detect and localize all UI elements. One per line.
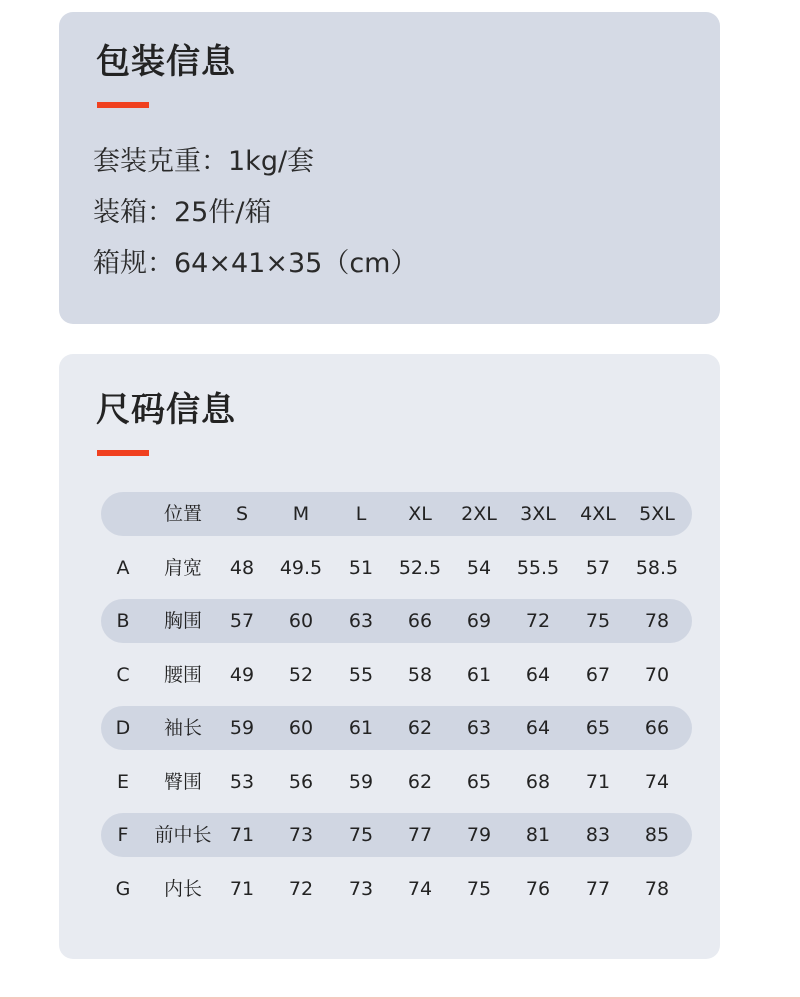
measurement-cell: 48	[229, 556, 255, 579]
measurement-cell: 58.5	[635, 556, 679, 579]
measurement-cell: 53	[229, 770, 255, 793]
header-cell: L	[355, 503, 367, 525]
measurement-cell: 78	[644, 877, 670, 900]
measurement-cell: 55.5	[516, 556, 560, 579]
measurement-cell: 60	[288, 610, 314, 632]
measurement-cell: 72	[525, 610, 551, 632]
measurement-cell: 49	[229, 663, 255, 686]
measurement-cell: 71	[229, 824, 255, 846]
row-position-cell: 腰围	[163, 663, 203, 686]
measurement-cell: 71	[585, 770, 611, 793]
measurement-cell: 51	[348, 556, 374, 579]
measurement-cell: 56	[288, 770, 314, 793]
measurement-cell: 52.5	[398, 556, 442, 579]
row-position-cell: 内长	[163, 877, 203, 900]
measurement-cell: 79	[466, 824, 492, 846]
measurement-cell: 57	[585, 556, 611, 579]
header-cell: M	[292, 503, 310, 525]
measurement-cell: 66	[407, 610, 433, 632]
measurement-cell: 62	[407, 717, 433, 739]
measurement-cell: 66	[644, 717, 670, 739]
table-row	[101, 813, 692, 857]
measurement-cell: 52	[288, 663, 314, 686]
measurement-cell: 75	[348, 824, 374, 846]
row-code-cell: E	[116, 770, 130, 793]
measurement-cell: 64	[525, 717, 551, 739]
measurement-cell: 74	[644, 770, 670, 793]
measurement-cell: 85	[644, 824, 670, 846]
box-dimensions-text: 箱规：64×41×35（cm）	[93, 248, 418, 279]
measurement-cell: 61	[348, 717, 374, 739]
table-row	[101, 653, 692, 697]
measurement-cell: 77	[585, 877, 611, 900]
row-position-cell: 前中长	[154, 824, 212, 846]
measurement-cell: 70	[644, 663, 670, 686]
measurement-cell: 75	[585, 610, 611, 632]
header-cell: 3XL	[520, 503, 556, 525]
header-cell: 位置	[163, 503, 203, 525]
measurement-cell: 54	[466, 556, 492, 579]
measurement-cell: 64	[525, 663, 551, 686]
row-position-cell: 肩宽	[163, 556, 203, 579]
title-accent-bar	[97, 102, 149, 108]
measurement-cell: 81	[525, 824, 551, 846]
measurement-cell: 69	[466, 610, 492, 632]
header-cell: 5XL	[639, 503, 675, 525]
box-quantity-text: 装箱：25件/箱	[93, 197, 272, 228]
table-row	[101, 599, 692, 643]
size-table	[101, 492, 692, 920]
row-code-cell: G	[115, 877, 131, 900]
packaging-info-card	[59, 12, 720, 324]
measurement-cell: 73	[348, 877, 374, 900]
row-position-cell: 袖长	[163, 717, 203, 739]
row-code-cell: F	[117, 824, 129, 846]
title-accent-bar	[97, 450, 149, 456]
measurement-cell: 72	[288, 877, 314, 900]
measurement-cell: 57	[229, 610, 255, 632]
measurement-cell: 77	[407, 824, 433, 846]
measurement-cell: 65	[466, 770, 492, 793]
measurement-cell: 60	[288, 717, 314, 739]
size-info-card	[59, 354, 720, 959]
header-cell: 4XL	[580, 503, 616, 525]
measurement-cell: 61	[466, 663, 492, 686]
row-position-cell: 胸围	[163, 610, 203, 632]
header-cell: S	[235, 503, 249, 525]
measurement-cell: 62	[407, 770, 433, 793]
measurement-cell: 76	[525, 877, 551, 900]
header-cell: 2XL	[461, 503, 497, 525]
table-row	[101, 706, 692, 750]
measurement-cell: 71	[229, 877, 255, 900]
row-code-cell: C	[116, 663, 130, 686]
row-code-cell: D	[115, 717, 131, 739]
measurement-cell: 65	[585, 717, 611, 739]
measurement-cell: 58	[407, 663, 433, 686]
measurement-cell: 59	[348, 770, 374, 793]
header-cell: XL	[408, 503, 432, 525]
measurement-cell: 78	[644, 610, 670, 632]
table-row	[101, 867, 692, 911]
measurement-cell: 49.5	[279, 556, 323, 579]
measurement-cell: 68	[525, 770, 551, 793]
measurement-cell: 74	[407, 877, 433, 900]
packaging-info-title: 包装信息	[96, 42, 236, 82]
measurement-cell: 59	[229, 717, 255, 739]
size-info-title: 尺码信息	[96, 390, 236, 430]
row-code-cell: A	[116, 556, 130, 579]
row-position-cell: 臀围	[163, 770, 203, 793]
table-row	[101, 546, 692, 590]
measurement-cell: 73	[288, 824, 314, 846]
table-header-row	[101, 492, 692, 536]
row-code-cell: B	[116, 610, 130, 632]
measurement-cell: 67	[585, 663, 611, 686]
measurement-cell: 55	[348, 663, 374, 686]
measurement-cell: 63	[466, 717, 492, 739]
measurement-cell: 83	[585, 824, 611, 846]
table-row	[101, 760, 692, 804]
set-weight-text: 套装克重：1kg/套	[93, 146, 315, 177]
measurement-cell: 75	[466, 877, 492, 900]
measurement-cell: 63	[348, 610, 374, 632]
